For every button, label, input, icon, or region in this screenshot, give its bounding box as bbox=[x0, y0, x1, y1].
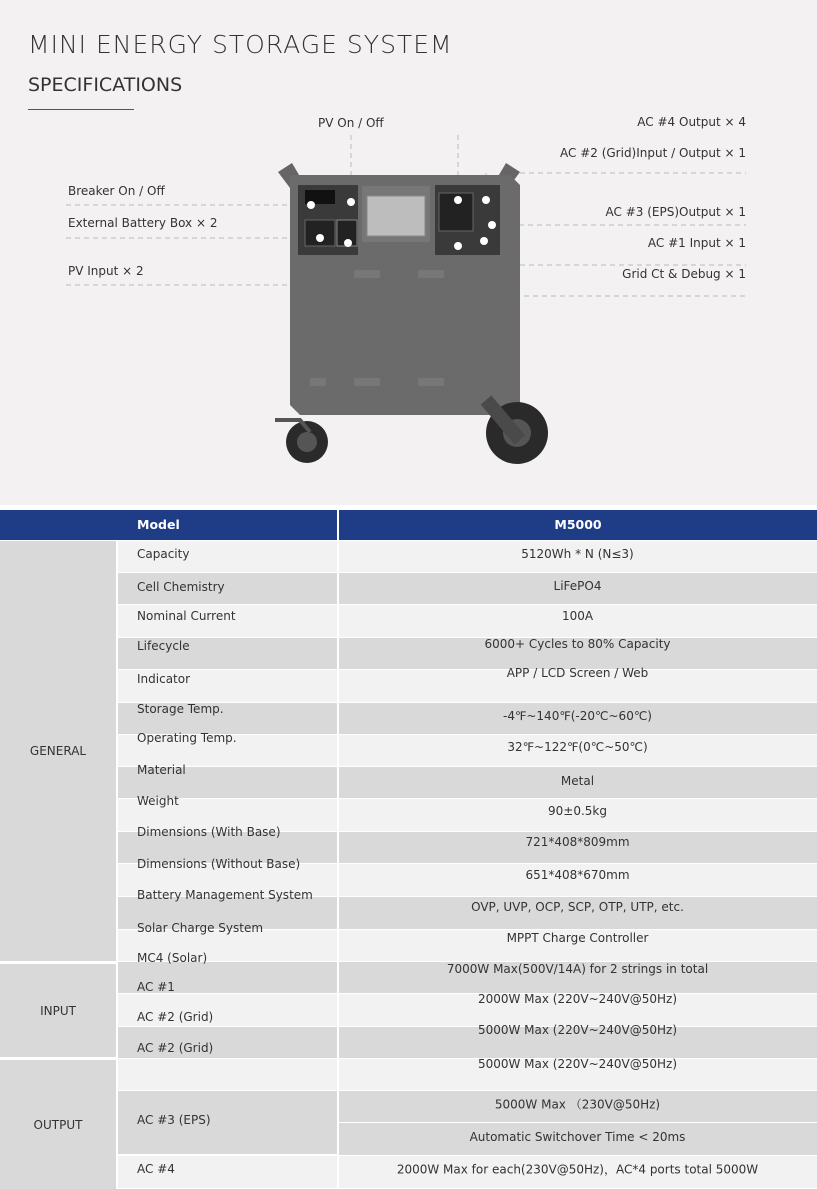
spec-label: Operating Temp. bbox=[137, 731, 237, 745]
spec-label: Lifecycle bbox=[137, 639, 190, 653]
spec-value: -4℉~140℉(-20℃~60℃) bbox=[502, 709, 652, 723]
annotation-grid-ct: Grid Ct & Debug × 1 bbox=[622, 267, 746, 281]
group-output: OUTPUT bbox=[0, 1060, 116, 1189]
spec-value: 7000W Max(500V/14A) for 2 strings in total bbox=[446, 962, 709, 976]
annotation-ac2-grid: AC #2 (Grid)Input / Output × 1 bbox=[560, 146, 746, 160]
spec-label: AC #2 (Grid) bbox=[137, 1010, 214, 1024]
spec-label: Solar Charge System bbox=[137, 921, 264, 935]
spec-value: 90±0.5kg bbox=[548, 804, 607, 818]
spec-label: AC #3 (EPS) bbox=[137, 1113, 211, 1127]
annotation-ac3-eps: AC #3 (EPS)Output × 1 bbox=[605, 205, 746, 219]
spec-label: Nominal Current bbox=[137, 609, 236, 623]
spec-value: 5000W Max (220V~240V@50Hz) bbox=[477, 1057, 678, 1071]
model-value: M5000 bbox=[339, 510, 817, 540]
header-model-cell bbox=[0, 510, 337, 540]
page-title: MINI ENERGY STORAGE SYSTEM bbox=[28, 30, 453, 59]
spec-label: AC #1 bbox=[137, 980, 175, 994]
spec-label: Dimensions (With Base) bbox=[137, 825, 281, 839]
spec-value: 6000+ Cycles to 80% Capacity bbox=[484, 637, 671, 651]
spec-label: AC #2 (Grid) bbox=[137, 1041, 214, 1055]
device-illustration bbox=[0, 0, 817, 505]
annotation-pv-on-off: PV On / Off bbox=[318, 116, 384, 130]
spec-value: Automatic Switchover Time < 20ms bbox=[469, 1130, 686, 1144]
spec-value: APP / LCD Screen / Web bbox=[506, 666, 649, 680]
spec-label: Indicator bbox=[137, 672, 191, 686]
group-general: GENERAL bbox=[0, 541, 116, 961]
spec-value: 721*408*809mm bbox=[525, 835, 630, 849]
spec-value: 5120Wh * N (N≤3) bbox=[521, 547, 634, 561]
spec-value: 2000W Max for each(230V@50Hz)，AC*4 ports total 5000W bbox=[396, 1162, 759, 1177]
spec-value: Metal bbox=[560, 774, 595, 788]
spec-value: 32℉~122℉(0℃~50℃) bbox=[507, 740, 648, 754]
model-label: Model bbox=[137, 517, 180, 532]
spec-label: Cell Chemistry bbox=[137, 580, 225, 594]
section-title: SPECIFICATIONS bbox=[28, 74, 183, 96]
spec-label: AC #4 bbox=[137, 1162, 175, 1176]
spec-value: 5000W Max （230V@50Hz) bbox=[494, 1097, 661, 1112]
spec-value: OVP, UVP, OCP, SCP, OTP, UTP, etc. bbox=[471, 900, 684, 914]
spec-label: MC4 (Solar) bbox=[137, 951, 208, 965]
annotation-pv-input: PV Input × 2 bbox=[68, 264, 144, 278]
spec-value: LiFePO4 bbox=[553, 579, 602, 593]
spec-label: Battery Management System bbox=[137, 888, 313, 902]
spec-value: 100A bbox=[561, 609, 594, 623]
annotation-external-battery: External Battery Box × 2 bbox=[68, 216, 218, 230]
spec-label: Weight bbox=[137, 794, 179, 808]
annotation-ac1-input: AC #1 Input × 1 bbox=[647, 236, 746, 250]
annotation-ac4-output: AC #4 Output × 4 bbox=[637, 115, 746, 129]
group-input: INPUT bbox=[0, 964, 116, 1057]
spec-label: Capacity bbox=[137, 547, 190, 561]
spec-value: 2000W Max (220V~240V@50Hz) bbox=[477, 992, 678, 1006]
spec-label: Material bbox=[137, 763, 186, 777]
label-cell bbox=[118, 1059, 337, 1090]
spec-value: 5000W Max (220V~240V@50Hz) bbox=[477, 1023, 678, 1037]
spec-label: Dimensions (Without Base) bbox=[137, 857, 301, 871]
annotation-breaker: Breaker On / Off bbox=[68, 184, 165, 198]
spec-label: Storage Temp. bbox=[137, 702, 224, 716]
spec-value: MPPT Charge Controller bbox=[506, 931, 649, 945]
spec-value: 651*408*670mm bbox=[525, 868, 630, 882]
